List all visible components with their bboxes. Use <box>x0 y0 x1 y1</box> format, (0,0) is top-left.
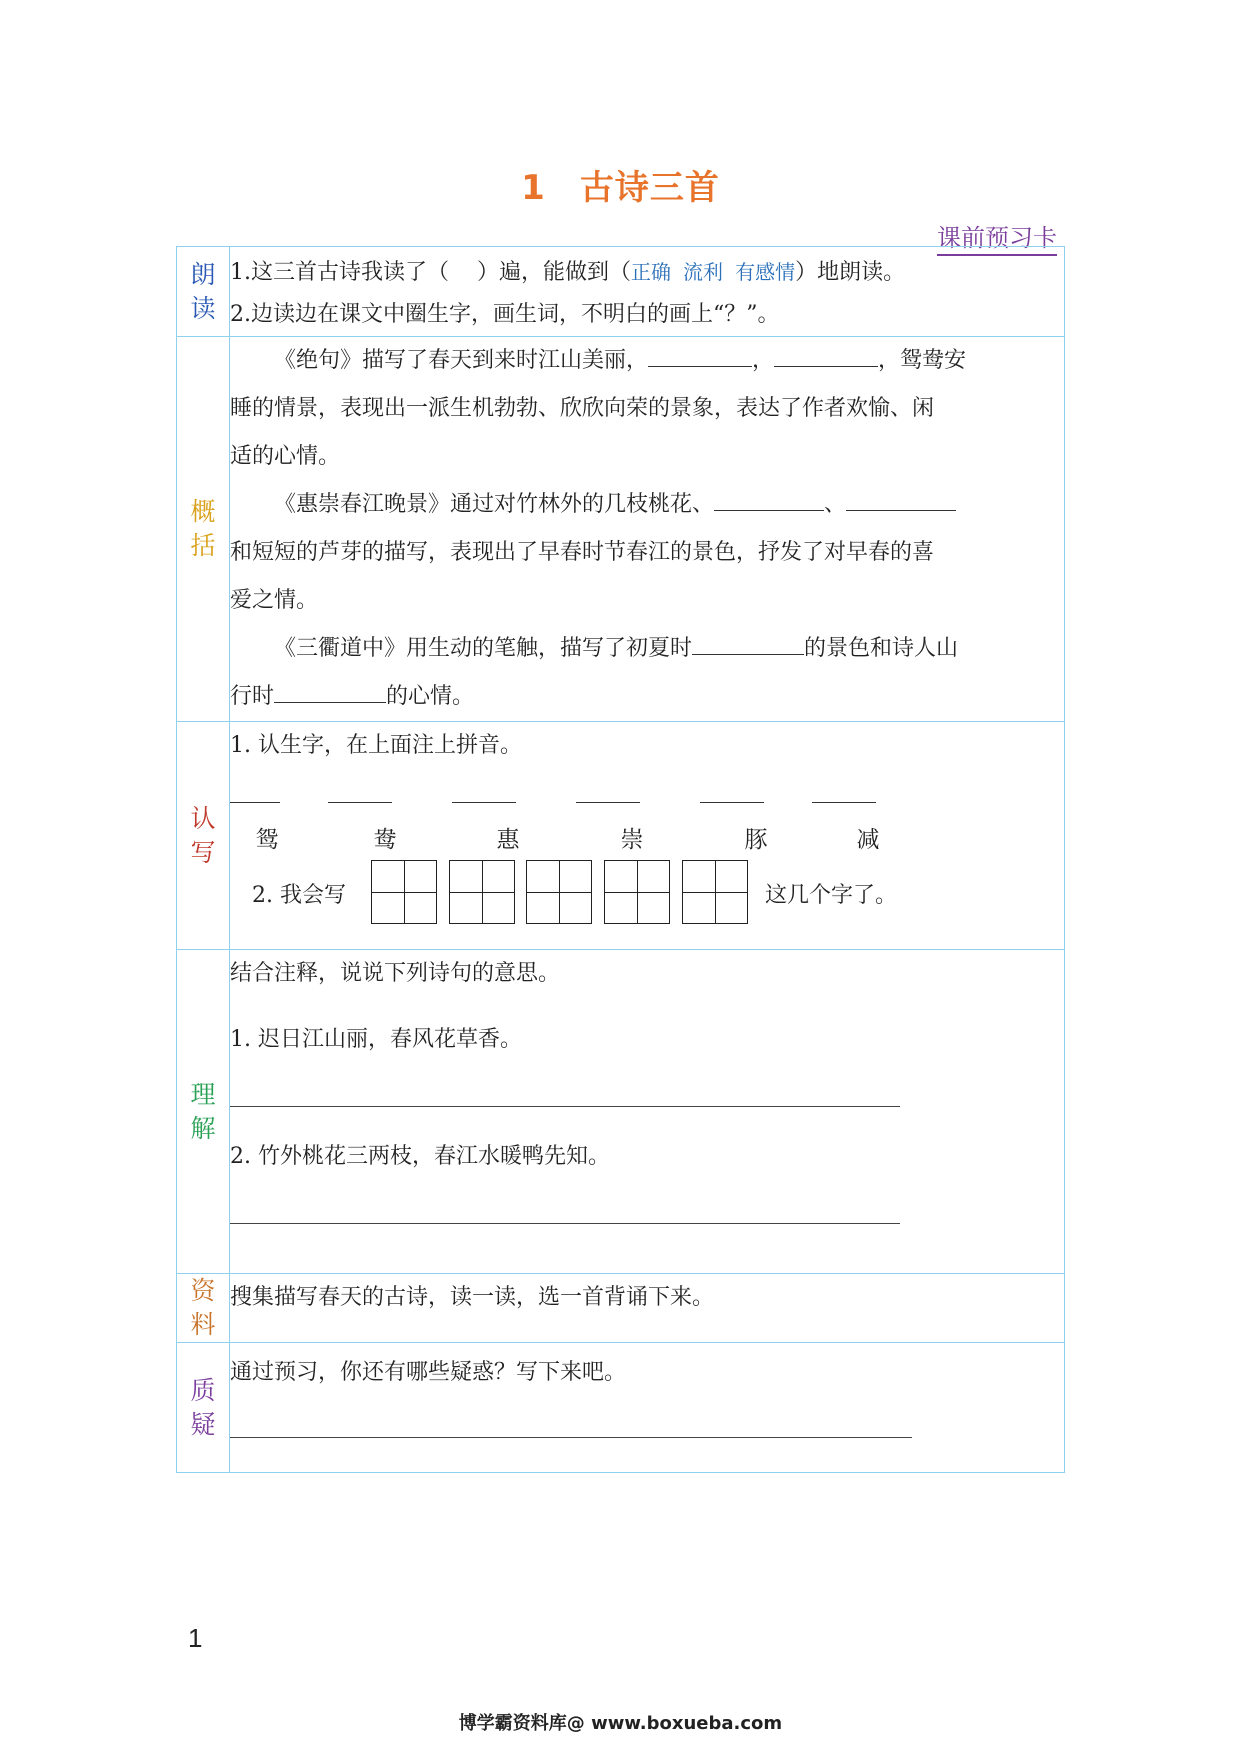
pinyin-blank-6[interactable] <box>812 802 876 803</box>
summary-content <box>230 337 1065 722</box>
writing-grid-3[interactable] <box>526 860 592 924</box>
material-text: 搜集描写春天的古诗，读一读，选一首背诵下来。 <box>230 1285 715 1310</box>
summary-row <box>177 337 1065 722</box>
footer-watermark: 博学霸资料库@ www.boxueba.com <box>458 1713 783 1734</box>
question-label: 质 疑 <box>177 1343 230 1473</box>
summary-p3-line-1: 《三衢道中》用生动的笔触，描写了初夏时 的景色和诗人山 <box>230 625 1064 673</box>
char-5: 豚 <box>744 827 768 853</box>
char-1: 鸳 <box>255 827 279 853</box>
material-row <box>177 1274 1065 1343</box>
page-number: 1 <box>188 1623 203 1653</box>
writing-grid-1[interactable] <box>371 860 437 924</box>
understand-content <box>230 950 1065 1274</box>
summary-label: 概 括 <box>177 337 230 722</box>
write-content <box>230 722 1065 950</box>
question-content <box>230 1343 1065 1473</box>
pinyin-blank-1[interactable] <box>230 802 280 803</box>
reading-line-2: 2.边读边在课文中圈生字，画生词，不明白的画上“？”。 <box>230 302 780 327</box>
summary-blank-1[interactable] <box>648 340 752 367</box>
summary-p1-line-2: 睡的情景，表现出一派生机勃勃、欣欣向荣的景象，表达了作者欢愉、闲 <box>230 396 935 421</box>
pinyin-blank-4[interactable] <box>576 802 640 803</box>
question-text: 通过预习，你还有哪些疑惑？写下来吧。 <box>230 1360 627 1385</box>
summary-p2-line-2: 和短短的芦芽的描写，表现出了早春时节春江的景色，抒发了对早春的喜 <box>230 540 935 565</box>
reading-label: 朗 读 <box>177 247 230 337</box>
summary-p2-line-3: 爱之情。 <box>230 588 319 613</box>
summary-blank-3[interactable] <box>714 484 824 511</box>
reading-row <box>177 247 1065 337</box>
write-task-1: 1. 认生字，在上面注上拼音。 <box>230 733 522 758</box>
pinyin-row <box>230 744 1064 874</box>
write-task-2-prefix: 2. 我会写 <box>252 883 346 908</box>
char-2: 鸯 <box>373 827 397 853</box>
material-label: 资 料 <box>177 1274 230 1343</box>
summary-p1-line-1: 《绝句》描写了春天到来时江山美丽， ， ，鸳鸯安 <box>230 337 1064 385</box>
char-4: 崇 <box>620 827 644 853</box>
char-6: 减 <box>856 827 880 853</box>
answer-line-3[interactable] <box>230 1437 912 1438</box>
question-row <box>177 1343 1065 1473</box>
card-label: 课前预习卡 <box>937 218 1057 256</box>
write-task-2-suffix: 这几个字了。 <box>765 883 898 908</box>
writing-grid-5[interactable] <box>682 860 748 924</box>
lesson-title: 古诗三首 <box>579 168 720 208</box>
write-practice-row <box>230 858 1064 934</box>
material-content <box>230 1274 1065 1343</box>
understand-label: 理 解 <box>177 950 230 1274</box>
reading-line-1: 1.这三首古诗我读了（ ）遍，能做到（正确 流利 有感情）地朗读。 <box>230 260 906 285</box>
answer-line-1[interactable] <box>230 1106 900 1107</box>
answer-line-2[interactable] <box>230 1223 900 1224</box>
char-3: 惠 <box>496 827 520 853</box>
pinyin-blank-2[interactable] <box>328 802 392 803</box>
write-row <box>177 722 1065 950</box>
summary-blank-5[interactable] <box>692 628 804 655</box>
pinyin-blank-5[interactable] <box>700 802 764 803</box>
understand-question-1: 1. 迟日江山丽，春风花草香。 <box>230 1027 522 1052</box>
summary-blank-4[interactable] <box>846 484 956 511</box>
reading-options: 正确 流利 有感情 <box>631 260 796 284</box>
summary-p3-line-2: 行时 的心情。 <box>230 673 1064 721</box>
understand-intro: 结合注释，说说下列诗句的意思。 <box>230 961 561 986</box>
summary-blank-2[interactable] <box>774 340 878 367</box>
pinyin-blank-3[interactable] <box>452 802 516 803</box>
lesson-number: 1 <box>521 168 546 208</box>
summary-blank-6[interactable] <box>274 676 386 703</box>
page-title <box>0 160 1241 209</box>
understand-row <box>177 950 1065 1274</box>
write-label: 认 写 <box>177 722 230 950</box>
summary-p1-line-3: 适的心情。 <box>230 444 341 469</box>
reading-content <box>230 247 1065 337</box>
summary-p2-line-1: 《惠崇春江晚景》通过对竹林外的几枝桃花、 、 <box>230 481 1064 529</box>
understand-question-2: 2. 竹外桃花三两枝，春江水暖鸭先知。 <box>230 1144 610 1169</box>
writing-grid-2[interactable] <box>449 860 515 924</box>
preview-card-table <box>176 246 1065 1473</box>
writing-grid-4[interactable] <box>604 860 670 924</box>
